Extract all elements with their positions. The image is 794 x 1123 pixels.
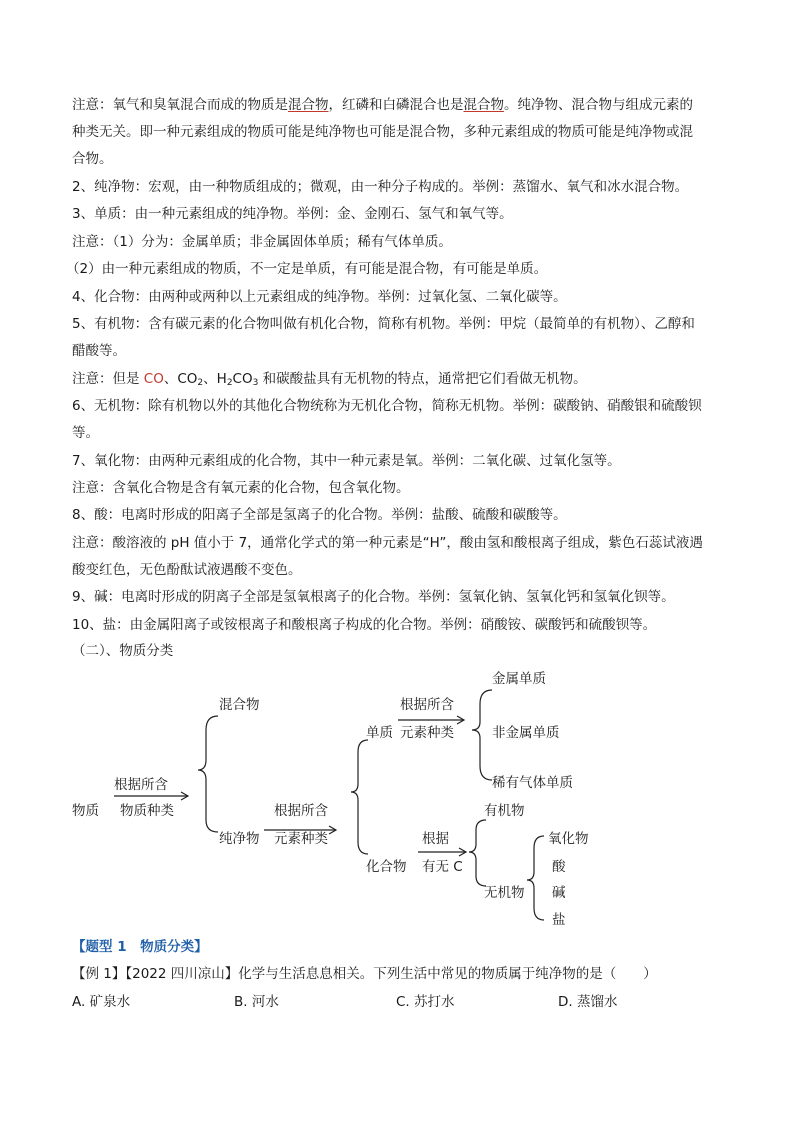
- acid-note-line2: 酸变红色，无色酚酞试液遇酸不变色。: [72, 562, 302, 578]
- node-nonmetal: 非金属单质: [492, 725, 560, 741]
- def-inorganic-line2: 等。: [72, 425, 99, 441]
- oxide-note: 注意：含氧化合物是含有氧元素的化合物，包含氧化物。: [72, 480, 410, 496]
- organic-note: 注意：但是 CO、$CO_2$、$H_2CO_3$ 和碳酸盐具有无机物的特点，通常把它们看做无机物。: [72, 371, 587, 388]
- note-mixture-line2: 种类无关。即一种元素组成的物质可能是纯净物也可能是混合物，多种元素组成的物质可能是纯净物或混: [72, 124, 693, 140]
- node-element: 单质: [366, 725, 393, 741]
- criterion-element-type-1: 根据所含: [274, 803, 328, 819]
- node-acid: 酸: [552, 859, 566, 875]
- node-metal: 金属单质: [492, 671, 546, 687]
- question-stem: 【例 1】【2022 四川凉山】化学与生活息息相关。下列生活中常见的物质属于纯净物的是（ ）: [72, 966, 657, 982]
- node-organic: 有机物: [484, 803, 525, 819]
- node-salt: 盐: [552, 912, 566, 928]
- option-a[interactable]: A. 矿泉水: [72, 994, 131, 1010]
- criterion-element-type-b2: 元素种类: [400, 725, 454, 741]
- criterion-element-type-2: 元素种类: [274, 831, 328, 847]
- option-d[interactable]: D. 蒸馏水: [558, 994, 618, 1010]
- node-noble-gas: 稀有气体单质: [492, 775, 573, 791]
- def-pure: 2、纯净物：宏观，由一种物质组成的；微观，由一种分子构成的。举例：蒸馏水、氧气和冰水混合物。: [72, 179, 689, 195]
- criterion-substance-type-2: 物质种类: [120, 803, 174, 819]
- node-oxide: 氧化物: [548, 831, 589, 847]
- node-compound: 化合物: [366, 859, 407, 875]
- element-note-1: 注意：（1）分为：金属单质；非金属固体单质；稀有气体单质。: [72, 234, 452, 250]
- question-type-title: 【题型 1 物质分类】: [72, 939, 208, 955]
- def-element: 3、单质：由一种元素组成的纯净物。举例：金、金刚石、氢气和氧气等。: [72, 206, 513, 222]
- note-mixture-line1: 注意：氧气和臭氧混合而成的物质是混合物，红磷和白磷混合也是混合物。纯净物、混合物与组成元素的: [72, 97, 693, 113]
- def-salt: 10、盐：由金属阳离子或铵根离子和酸根离子构成的化合物。举例：硝酸铵、碳酸钙和硫酸钡等。: [72, 617, 657, 633]
- section-title-classification: （二）、物质分类: [72, 643, 174, 659]
- def-acid: 8、酸：电离时形成的阳离子全部是氢离子的化合物。举例：盐酸、硫酸和碳酸等。: [72, 507, 567, 523]
- def-inorganic-line1: 6、无机物：除有机物以外的其他化合物统称为无机化合物，简称无机物。举例：碳酸钠、硝酸银和硫酸钡: [72, 398, 702, 414]
- highlight-mixture-2: 混合物: [463, 97, 504, 113]
- option-b[interactable]: B. 河水: [234, 994, 279, 1010]
- node-substance: 物质: [72, 803, 99, 819]
- element-note-2: （2）由一种元素组成的物质，不一定是单质，有可能是混合物，有可能是单质。: [66, 261, 548, 277]
- node-inorganic: 无机物: [484, 885, 525, 901]
- node-pure: 纯净物: [219, 831, 260, 847]
- node-mixture: 混合物: [219, 697, 260, 713]
- highlight-mixture-1: 混合物: [288, 97, 329, 113]
- def-organic-line1: 5、有机物：含有碳元素的化合物叫做有机化合物，简称有机物。举例：甲烷（最简单的有机物）、乙醇和: [72, 316, 695, 332]
- note-mixture-line3: 合物。: [72, 151, 113, 167]
- criterion-carbon-2: 有无 C: [422, 859, 463, 875]
- criterion-substance-type-1: 根据所含: [114, 777, 168, 793]
- def-compound: 4、化合物：由两种或两种以上元素组成的纯净物。举例：过氧化氢、二氧化碳等。: [72, 289, 567, 305]
- node-base: 碱: [552, 885, 566, 901]
- option-c[interactable]: C. 苏打水: [396, 994, 455, 1010]
- criterion-carbon-1: 根据: [422, 831, 449, 847]
- acid-note-line1: 注意：酸溶液的 pH 值小于 7，通常化学式的第一种元素是“H”，酸由氢和酸根离子组成，紫色石蕊试液遇: [72, 535, 703, 551]
- criterion-element-type-b1: 根据所含: [400, 697, 454, 713]
- def-oxide: 7、氧化物：由两种元素组成的化合物，其中一种元素是氧。举例：二氧化碳、过氧化氢等。: [72, 453, 621, 469]
- def-base: 9、碱：电离时形成的阴离子全部是氢氧根离子的化合物。举例：氢氧化钠、氢氧化钙和氢氧化钡等。: [72, 589, 675, 605]
- def-organic-line2: 醋酸等。: [72, 343, 126, 359]
